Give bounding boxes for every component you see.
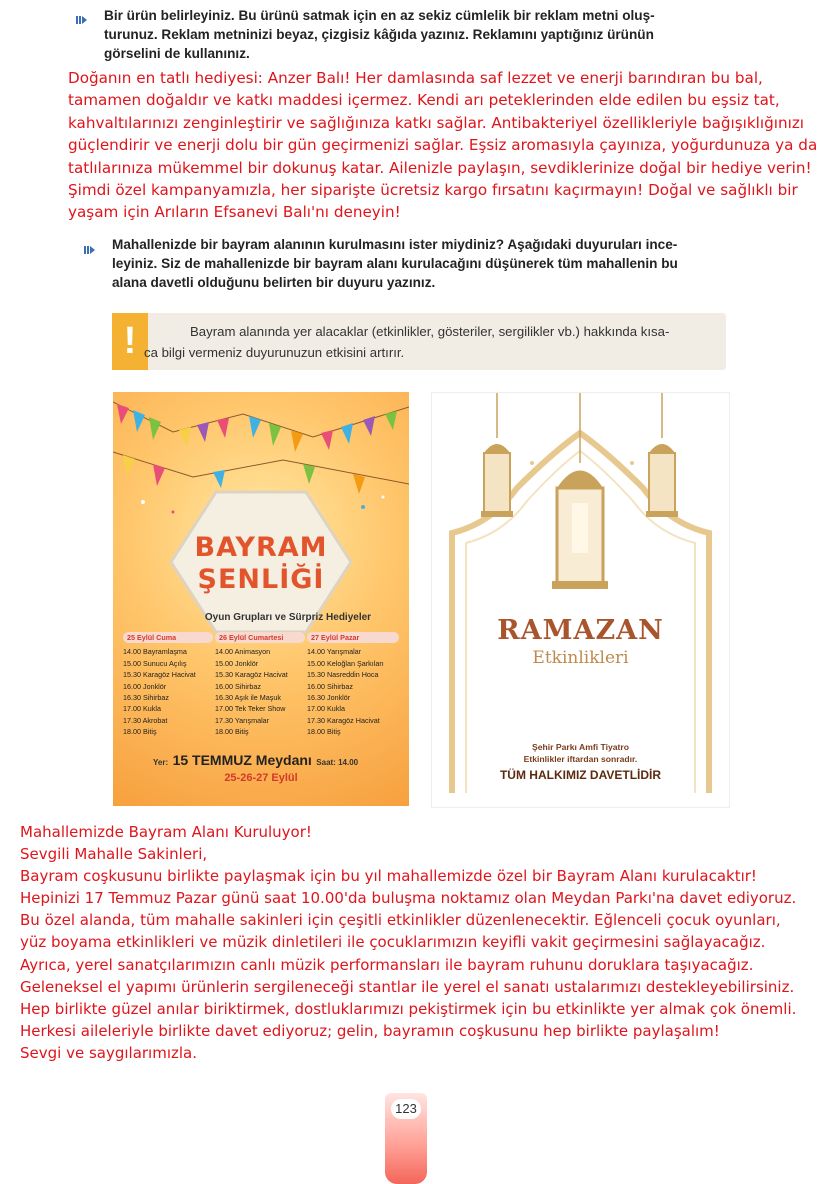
instruction-1-line: turunuz. Reklam metninizi beyaz, çizgisiz kâğıda yazınız. Reklamını yaptığınız ürünün bbox=[104, 27, 654, 42]
note-line: ca bilgi vermeniz duyurunuzun etkisini artırır. bbox=[144, 345, 405, 360]
answer-2-line: Hepinizi 17 Temmuz Pazar günü saat 10.00'da buluşma noktamız olan Meydan Parkı'na davet ediyoruz. bbox=[20, 889, 797, 908]
schedule-item: 14.00 Yarışmalar bbox=[307, 647, 362, 657]
lantern-center-icon bbox=[552, 393, 608, 589]
info-note bbox=[112, 313, 726, 370]
instruction-2 bbox=[112, 235, 737, 292]
instruction-1-line: Bir ürün belirleyiniz. Bu ürünü satmak için en az sekiz cümlelik bir reklam metni oluş- bbox=[104, 8, 655, 23]
ramazan-subtitle: Etkinlikleri bbox=[532, 648, 629, 668]
schedule-item: 15.00 Sunucu Açılış bbox=[123, 658, 187, 668]
answer-2-line: Geleneksel el yapımı ürünlerin sergileneceği stantlar ile yerel el sanatı ustalarımızı destekleyebilirsiniz. bbox=[20, 977, 795, 996]
arrow-bullet-icon bbox=[76, 11, 94, 21]
ramazan-info bbox=[432, 741, 729, 765]
ramazan-title: RAMAZAN bbox=[497, 615, 664, 646]
schedule-item: 15.30 Karagöz Hacivat bbox=[215, 670, 288, 680]
lantern-left-icon bbox=[481, 393, 513, 517]
note-text bbox=[144, 321, 720, 363]
schedule-item: 16.00 Sihirbaz bbox=[215, 681, 261, 691]
answer-1-line: tamamen doğaldır ve katkı maddesi içermez. Kendi arı peteklerinden elde edilen bu eşsiz tat, bbox=[68, 91, 780, 110]
schedule-column bbox=[123, 632, 213, 738]
answer-2-line: Bayram coşkusunu birlikte paylaşmak için bu yıl mahallemizde özel bir Bayram Alanı kurulacaktır! bbox=[20, 867, 757, 886]
schedule-item: 17.00 Kukla bbox=[123, 704, 161, 714]
page-number: 123 bbox=[391, 1099, 421, 1119]
answer-2-line: Ayrıca, yerel sanatçılarımızın canlı müzik performansları ile bayram ruhunu doruklara taşıyacağız. bbox=[20, 955, 754, 974]
schedule-item: 16.00 Jonklör bbox=[123, 681, 167, 691]
answer-1-line: güçlendirir ve enerji dolu bir gün geçirmenizi sağlar. Eşsiz aromasıyla çayınıza, yoğurdunuza ya da bbox=[68, 136, 818, 155]
schedule-item: 15.30 Karagöz Hacivat bbox=[123, 670, 196, 680]
instruction-1-line: görselini de kullanınız. bbox=[104, 46, 250, 61]
place-value: 15 TEMMUZ Meydanı bbox=[172, 752, 312, 768]
schedule-item: 18.00 Bitiş bbox=[123, 727, 157, 737]
poster-title-line: BAYRAM bbox=[194, 532, 328, 563]
schedule-item: 16.30 Jonklör bbox=[307, 693, 351, 703]
time-label: Saat: 14.00 bbox=[316, 758, 359, 767]
schedule-item: 16.00 Sihirbaz bbox=[307, 681, 353, 691]
bayram-senligi-poster bbox=[113, 392, 409, 806]
schedule-item: 14.00 Animasyon bbox=[215, 647, 271, 657]
place-label: Yer: bbox=[153, 758, 169, 767]
answer-2-line: Mahallemizde Bayram Alanı Kuruluyor! bbox=[20, 823, 312, 841]
answer-1-line: kahvaltılarınızı zenginleştirir ve sağlığınıza katkı sağlar. Antibakteriyel özellikleriyle bağışıklığınızı bbox=[68, 113, 805, 132]
instruction-2-line: leyiniz. Siz de mahallenizde bir bayram alanı kurulacağını düşünerek tüm mahallenin bu bbox=[112, 256, 678, 271]
answer-1-line: Doğanın en tatlı hediyesi: Anzer Balı! Her damlasında saf lezzet ve enerji barındıran bu bal, bbox=[68, 69, 763, 87]
schedule-item: 15.00 Keloğlan Şarkıları bbox=[307, 658, 384, 668]
schedule-item: 14.00 Bayramlaşma bbox=[123, 647, 187, 657]
answer-2-line: Hep birlikte güzel anılar biriktirmek, dostluklarımızı pekiştirmek için bu etkinlikte yer almak çok önemli. bbox=[20, 999, 797, 1018]
schedule-day-header: 26 Eylül Cumartesi bbox=[215, 632, 305, 643]
answer-2-line: Sevgi ve saygılarımızla. bbox=[20, 1043, 198, 1062]
answer-1-line: tatlılarınıza mükemmel bir dokunuş katar. Ailenizle paylaşın, sevdiklerinize doğal bir hediye verin! bbox=[68, 158, 812, 177]
answer-2-line: yüz boyama etkinlikleri ve müzik dinletileri ile çocuklarımızın keyifli vakit geçirmesini sağlayacağız. bbox=[20, 933, 766, 952]
ramazan-poster bbox=[431, 392, 730, 808]
ramazan-info-line: Şehir Parkı Amfi Tiyatro bbox=[532, 742, 629, 752]
schedule-item: 16.30 Aşık ile Maşuk bbox=[215, 693, 281, 703]
schedule-item: 15.00 Jonklör bbox=[215, 658, 259, 668]
page-number-tab bbox=[385, 1093, 427, 1184]
schedule-item: 18.00 Bitiş bbox=[215, 727, 249, 737]
poster-location bbox=[153, 752, 403, 770]
poster-title-line: ŞENLİĞİ bbox=[197, 564, 325, 595]
ramazan-invitation: TÜM HALKIMIZ DAVETLİDİR bbox=[499, 768, 662, 782]
schedule-item: 15.30 Nasreddin Hoca bbox=[307, 670, 379, 680]
answer-2-line: Herkesi aileleriyle birlikte davet ediyoruz; gelin, bayramın coşkusunu hep birlikte paylaşalım! bbox=[20, 1021, 720, 1040]
arrow-bullet-icon bbox=[84, 241, 102, 251]
instruction-2-line: Mahallenizde bir bayram alanının kurulmasını ister miydiniz? Aşağıdaki duyuruları ince- bbox=[112, 237, 678, 252]
schedule-day-header: 25 Eylül Cuma bbox=[123, 632, 213, 643]
instruction-2-line: alana davetli olduğunu belirten bir duyuru yazınız. bbox=[112, 275, 436, 290]
answer-2-line: Sevgili Mahalle Sakinleri, bbox=[20, 845, 208, 864]
note-line: Bayram alanında yer alacaklar (etkinlikler, gösteriler, sergilikler vb.) hakkında kısa- bbox=[190, 324, 670, 339]
schedule-column bbox=[307, 632, 399, 738]
poster-title bbox=[166, 532, 356, 596]
schedule-item: 18.00 Bitiş bbox=[307, 727, 341, 737]
answer-2 bbox=[20, 821, 828, 1064]
answer-1-line: yaşam için Arıların Efsanevi Balı'nı deneyin! bbox=[68, 203, 401, 222]
warning-icon bbox=[112, 313, 148, 370]
schedule-item: 17.30 Akrobat bbox=[123, 715, 168, 725]
schedule-day-header: 27 Eylül Pazar bbox=[307, 632, 399, 643]
exclamation-mark: ! bbox=[123, 320, 137, 362]
answer-1-line: Şimdi özel kampanyamızla, her siparişte ücretsiz kargo fırsatını kaçırmayın! Doğal ve sağlıklı bir bbox=[68, 181, 798, 200]
schedule-item: 17.00 Tek Teker Show bbox=[215, 704, 286, 714]
poster-dates: 25-26-27 Eylül bbox=[224, 772, 298, 784]
answer-1 bbox=[68, 67, 828, 224]
schedule-item: 17.30 Karagöz Hacivat bbox=[307, 715, 380, 725]
schedule-item: 17.00 Kukla bbox=[307, 704, 345, 714]
poster-subtitle: Oyun Grupları ve Sürpriz Hediyeler bbox=[204, 612, 372, 623]
answer-2-line: Bu özel alanda, tüm mahalle sakinleri için çeşitli etkinlikler düzenlenecektir. Eğlenceli çocuk oyunları, bbox=[20, 911, 781, 930]
ramazan-info-line: Etkinlikler iftardan sonradır. bbox=[523, 754, 638, 764]
lantern-right-icon bbox=[646, 393, 678, 517]
instruction-1 bbox=[104, 6, 734, 63]
schedule-item: 16.30 Sihirbaz bbox=[123, 693, 169, 703]
schedule-item: 17.30 Yarışmalar bbox=[215, 715, 270, 725]
schedule-column bbox=[215, 632, 305, 738]
